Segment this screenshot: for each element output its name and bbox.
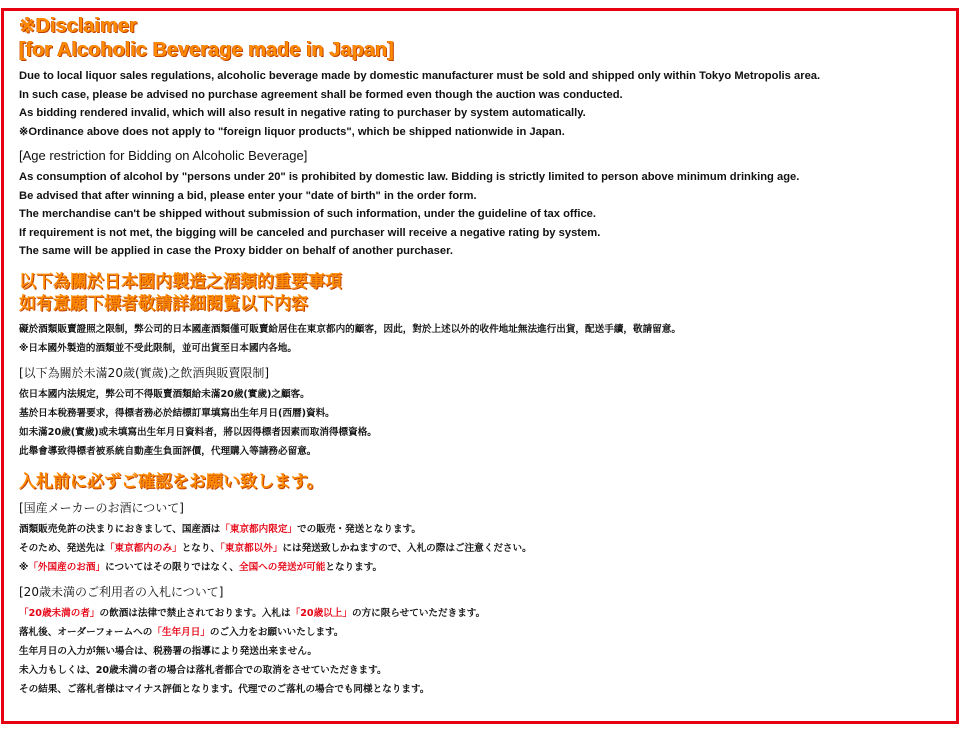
disclaimer-title: ※Disclaimer: [19, 15, 137, 37]
zh-title: 以下為關於日本國内製造之酒類的重要事項: [19, 271, 342, 292]
ja-line: [19, 623, 950, 642]
ja-highlight: 「生年月日」: [152, 626, 210, 638]
en-line: As consumption of alcohol by "persons under 20" is prohibited by domestic law. Bidding is strictly limited to person above minimum drinking age.: [19, 171, 800, 183]
en-age-heading: [Age restriction for Bidding on Alcoholic Beverage]: [19, 148, 308, 163]
ja-text: での販売・発送となります。: [297, 523, 421, 535]
ja-text: には発送致しかねますので、入札の際はご注意ください。: [282, 542, 532, 554]
ja-line: 未入力もしくは、20歳未満の者の場合は落札者都合での取消をさせていただきます。: [19, 664, 387, 676]
ja-highlight: 全国への発送が可能: [239, 561, 326, 573]
zh-line: 如未滿20歲(實歲)或未填寫出生年月日資料者，將以因得標者因素而取消得標資格。: [19, 426, 377, 438]
zh-regulation-paragraph: [19, 320, 950, 358]
en-line: In such case, please be advised no purchase agreement shall be formed even though the auction was conducted.: [19, 88, 623, 101]
zh-line: 礙於酒類販賣證照之限制，弊公司的日本國產酒類僅可販賣給居住在東京都内的顧客，因此，對於上述以外的收件地址無法進行出貨，配送手續，敬請留意。: [19, 323, 681, 335]
ja-line: [19, 520, 950, 539]
ja-text: の方に限らせていただきます。: [351, 607, 486, 619]
zh-age-paragraph: [19, 385, 950, 461]
ja-text: 酒類販売免許の決まりにおきまして、国産酒は: [19, 523, 221, 535]
zh-line: 依日本國内法規定，弊公司不得販賣酒類給未滿20歲(實歲)之顧客。: [19, 388, 310, 400]
zh-subtitle: 如有意願下標者敬請詳細閱覧以下内容: [19, 293, 308, 314]
ja-text: そのため、発送先は: [19, 542, 105, 554]
ja-highlight: 「外国産のお酒」: [28, 561, 106, 573]
en-age-paragraph: [19, 168, 950, 261]
ja-line: その結果、ご落札者様はマイナス評価となります。代理でのご落札の場合でも同様となります。: [19, 683, 430, 695]
ja-text: となります。: [325, 561, 383, 573]
zh-line: 此舉會導致得標者被系統自動產生負面評價，代理購入等請務必留意。: [19, 445, 317, 457]
ja-line: 生年月日の入力が無い場合は、税務署の指導により発送出来ません。: [19, 645, 317, 657]
zh-line: ※日本國外製造的酒類並不受此限制，並可出貨至日本國内各地。: [19, 342, 297, 354]
en-line: If requirement is not met, the bigging will be canceled and purchaser will receive a negative rating by system.: [19, 226, 601, 239]
en-line: The merchandise can't be shipped without submission of such information, under the guideline of tax office.: [19, 208, 597, 220]
ja-text: のご入力をお願いいたします。: [209, 626, 344, 638]
ja-highlight: 「東京都以外」: [220, 542, 283, 554]
disclaimer-content: [19, 14, 950, 699]
ja-text: についてはその限りではなく、: [105, 561, 240, 573]
ja-line: [19, 539, 950, 558]
ja-text: ※: [19, 561, 29, 573]
ja-domestic-heading: [国産メーカーのお酒について]: [19, 500, 184, 515]
ja-highlight: 「東京都内のみ」: [104, 542, 182, 554]
disclaimer-panel: [1, 8, 959, 724]
zh-line: 基於日本稅務署要求，得標者務必於結標訂單填寫出生年月日(西曆)資料。: [19, 407, 335, 419]
ja-age-paragraph: [19, 604, 950, 699]
en-regulation-paragraph: [19, 67, 950, 141]
ja-age-heading: [20歳未満のご利用者の入札について]: [19, 584, 224, 599]
zh-age-heading: [以下為關於未滿20歲(實歲)之飲酒與販賣限制]: [19, 365, 269, 380]
ja-line: [19, 604, 950, 623]
en-line: As bidding rendered invalid, which will also result in negative rating to purchaser by system automatically.: [19, 107, 586, 119]
ja-text: の飲酒は法律で禁止されております。入札は: [99, 607, 291, 619]
en-line: Be advised that after winning a bid, please enter your "date of birth" in the order form.: [19, 189, 477, 202]
ja-highlight: 「20歳未満の者」: [19, 607, 100, 619]
ja-domestic-paragraph: [19, 520, 950, 577]
en-line: ※Ordinance above does not apply to "foreign liquor products", which be shipped nationwide in Japan.: [19, 125, 565, 138]
en-line: Due to local liquor sales regulations, alcoholic beverage made by domestic manufacturer must be sold and shipped only within Tokyo Metropolis area.: [19, 70, 821, 82]
ja-line: [19, 558, 950, 577]
ja-title: 入札前に必ずご確認をお願い致します。: [19, 471, 324, 492]
disclaimer-subtitle-en: [for Alcoholic Beverage made in Japan]: [19, 39, 394, 61]
ja-text: となり、: [181, 542, 221, 554]
ja-highlight: 「東京都内限定」: [220, 523, 298, 535]
ja-text: 落札後、オーダーフォームへの: [19, 626, 153, 638]
en-line: The same will be applied in case the Proxy bidder on behalf of another purchaser.: [19, 245, 453, 257]
ja-highlight: 「20歳以上」: [290, 607, 352, 619]
